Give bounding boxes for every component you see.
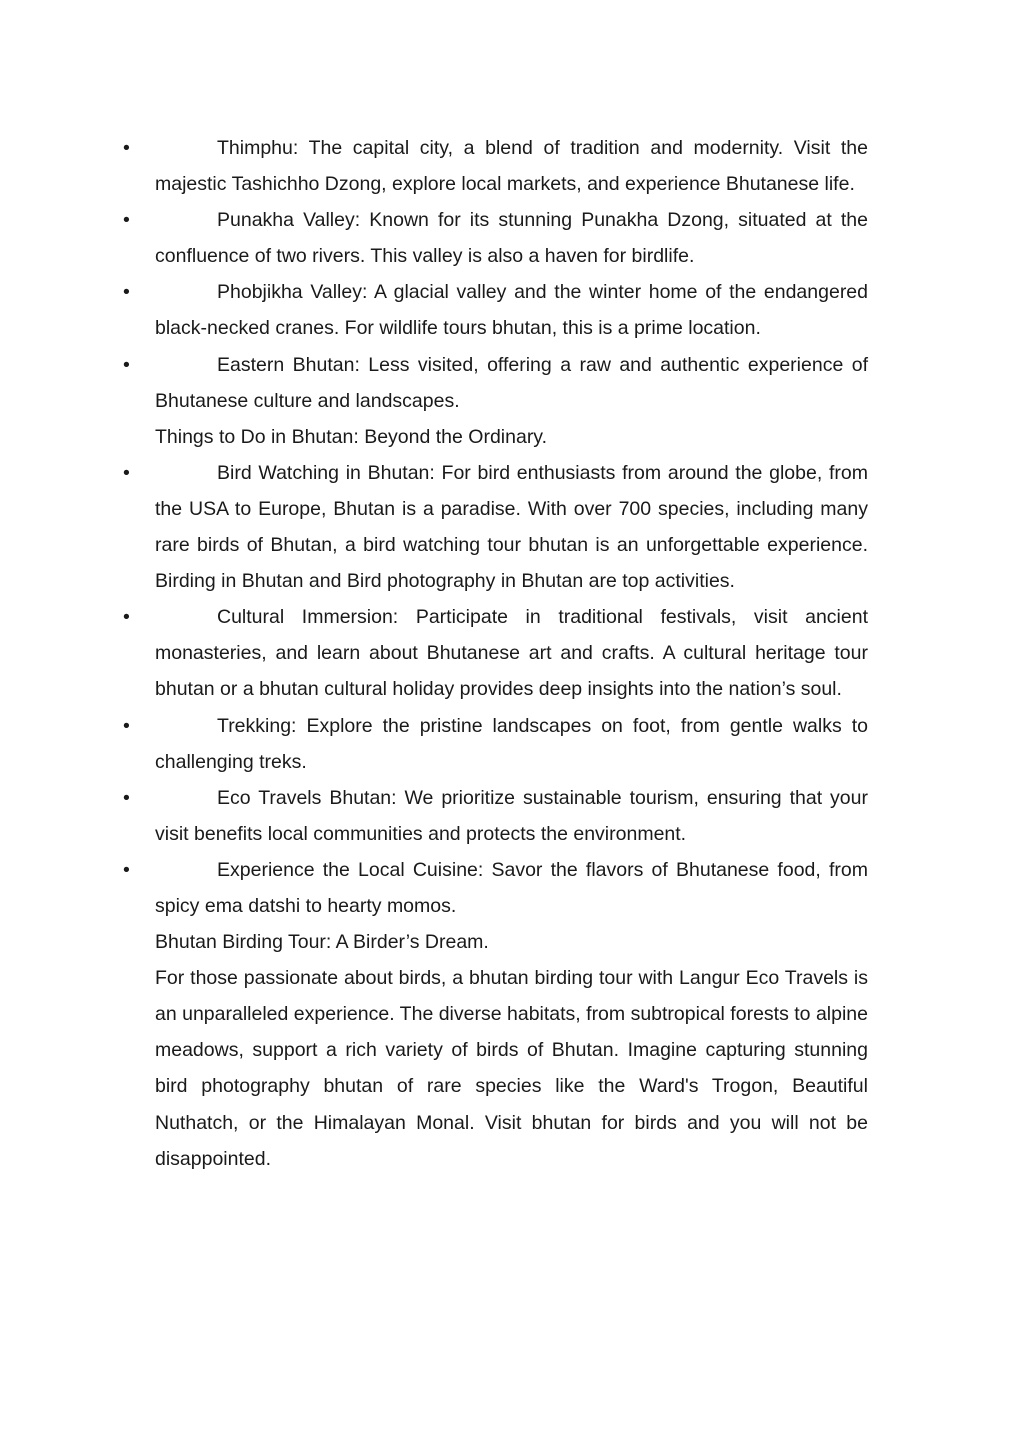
- bullet-item-bird-watching: [123, 455, 868, 599]
- bullet-text: Bird Watching in Bhutan: For bird enthusiasts from around the globe, from the USA to Europe, Bhutan is a paradise. With over 700 species, including many rare birds of Bhutan, a bird watching tour bhutan is an unforgettable experience. Birding in Bhutan and Bird photography in Bhutan are top activities.: [155, 461, 868, 593]
- bullet-item-phobjikha: [123, 274, 868, 346]
- bullet-glyph: •: [123, 137, 130, 159]
- bullet-glyph: •: [123, 281, 130, 304]
- bullet-text: Eastern Bhutan: Less visited, offering a raw and authentic experience of Bhutanese culture and landscapes.: [155, 353, 868, 412]
- bullet-item-thimphu: [123, 130, 868, 202]
- body-paragraph-birding: For those passionate about birds, a bhutan birding tour with Langur Eco Travels is an unparalleled experience. The diverse habitats, from subtropical forests to alpine meadows, support a rich variety of birds of Bhutan. Imagine capturing stunning bird photography bhutan of rare species like the Ward's Trogon, Beautiful Nuthatch, or the Himalayan Monal. Visit bhutan for birds and you will not be disappointed.: [155, 967, 868, 1170]
- bullet-glyph: •: [123, 209, 130, 232]
- bullet-glyph: •: [123, 786, 130, 809]
- bullet-text: Punakha Valley: Known for its stunning Punakha Dzong, situated at the confluence of two rivers. This valley is also a haven for birdlife.: [155, 209, 868, 268]
- bullet-glyph: •: [123, 461, 130, 484]
- bullet-glyph: •: [123, 353, 130, 376]
- bullet-item-eastern-bhutan: [123, 347, 868, 419]
- bullet-text: Phobjikha Valley: A glacial valley and the winter home of the endangered black-necked cranes. For wildlife tours bhutan, this is a prime location.: [155, 281, 868, 340]
- bullet-glyph: •: [123, 858, 130, 881]
- bullet-text: Thimphu: The capital city, a blend of tradition and modernity. Visit the majestic Tashichho Dzong, explore local markets, and experience Bhutanese life.: [155, 137, 868, 196]
- bullet-item-punakha: [123, 202, 868, 274]
- section-heading-birding-tour: Bhutan Birding Tour: A Birder’s Dream.: [155, 931, 489, 954]
- bullet-text: Cultural Immersion: Participate in traditional festivals, visit ancient monasteries, and learn about Bhutanese art and crafts. A cultural heritage tour bhutan or a bhutan cultural holiday provides deep insights into the nation’s soul.: [155, 606, 868, 701]
- bullet-text: Experience the Local Cuisine: Savor the flavors of Bhutanese food, from spicy ema datshi to hearty momos.: [155, 858, 868, 917]
- section-heading-things-to-do: Things to Do in Bhutan: Beyond the Ordinary.: [155, 425, 548, 448]
- bullet-item-eco-travels: [123, 780, 868, 852]
- bullet-glyph: •: [123, 714, 130, 737]
- document-body: [123, 130, 868, 1177]
- bullet-item-local-cuisine: [123, 852, 868, 924]
- bullet-item-cultural-immersion: [123, 599, 868, 707]
- bullet-glyph: •: [123, 606, 130, 629]
- bullet-item-trekking: [123, 708, 868, 780]
- bullet-text: Trekking: Explore the pristine landscapes on foot, from gentle walks to challenging treks.: [155, 714, 868, 773]
- bullet-text: Eco Travels Bhutan: We prioritize sustainable tourism, ensuring that your visit benefits local communities and protects the environment.: [155, 786, 868, 845]
